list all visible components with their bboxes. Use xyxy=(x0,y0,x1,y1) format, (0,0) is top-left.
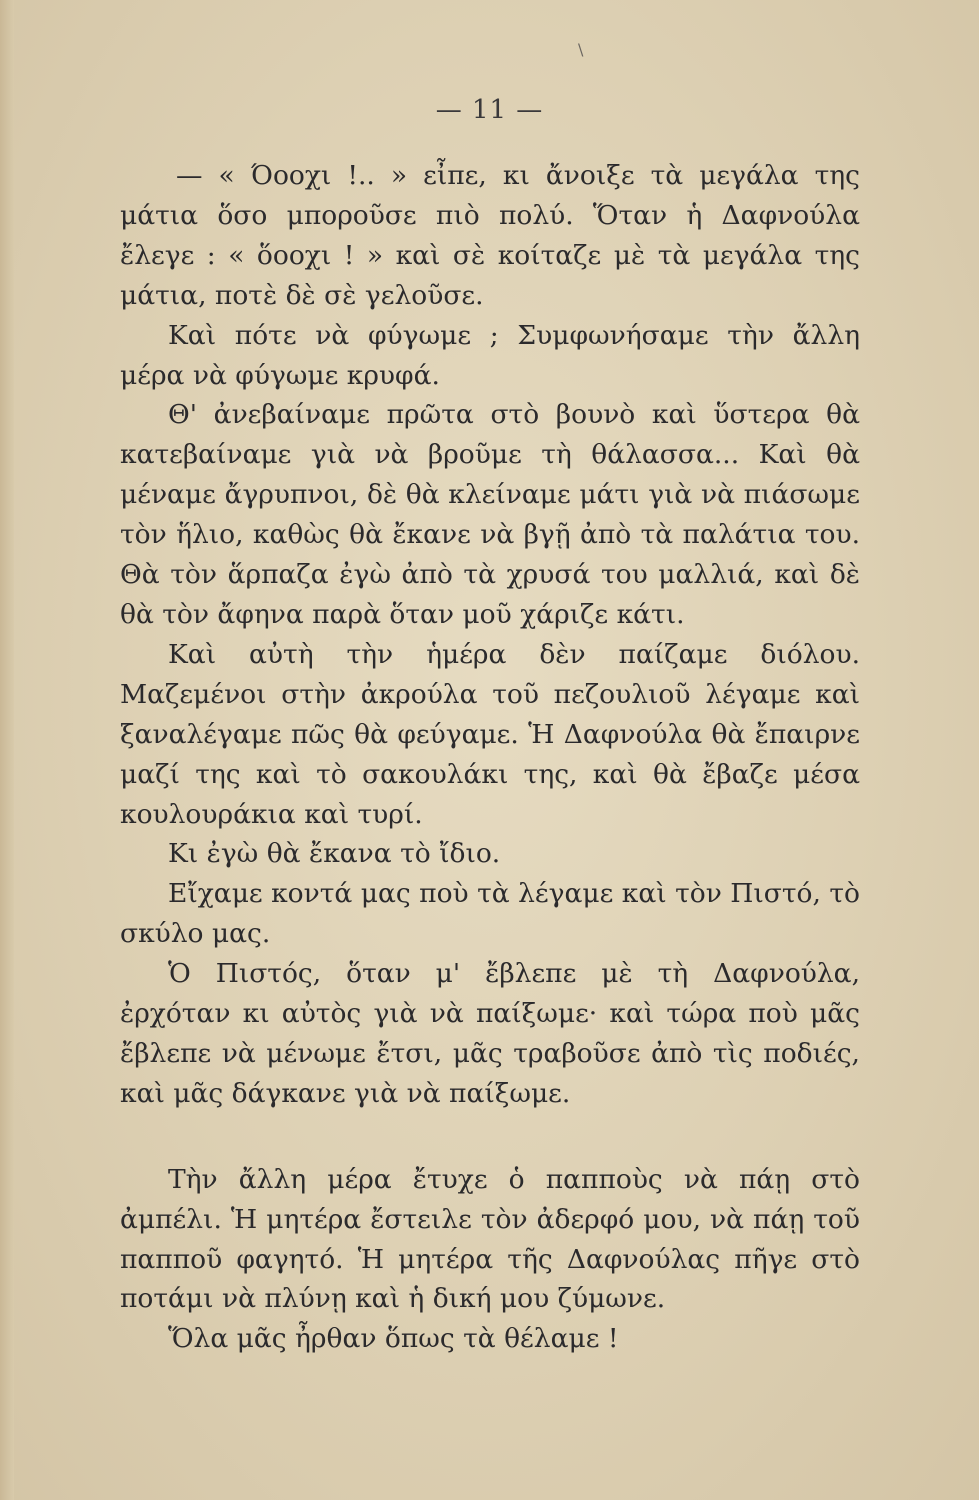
paragraph-6: Εἴχαμε κοντά μας ποὺ τὰ λέγαμε καὶ τὸν Πιστό, τὸ σκύλο μας. xyxy=(120,878,860,950)
paragraph-2: Καὶ πότε νὰ φύγωμε ; Συμφωνήσαμε τὴν ἄλλη μέρα νὰ φύγωμε κρυφά. xyxy=(120,319,860,391)
body-text xyxy=(120,156,860,1359)
page-edge xyxy=(0,0,14,1500)
paragraph-4: Καὶ αὐτὴ τὴν ἡμέρα δὲν παίζαμε διόλου. Μαζεμένοι στὴν ἀκρούλα τοῦ πεζουλιοῦ λέγαμε καὶ ξαναλέγαμε πῶς θὰ φεύγαμε. Ἡ Δαφνούλα θὰ ἔπαιρνε μαζί της καὶ τὸ σακουλάκι της, καὶ θὰ ἔβαζε μέσα κουλουράκια καὶ τυρί. xyxy=(120,638,860,830)
stray-ink-mark: \ xyxy=(578,40,584,59)
paragraph-3: Θ' ἀνεβαίναμε πρῶτα στὸ βουνὸ καὶ ὕστερα θὰ κατεβαίναμε γιὰ νὰ βροῦμε τὴ θάλασσα... Καὶ θὰ μέναμε ἄγρυπνοι, δὲ θὰ κλείναμε μάτι γιὰ νὰ πιάσωμε τὸν ἥλιο, καθὼς θὰ ἔκανε νὰ βγῇ ἀπὸ τὰ παλάτια του. Θὰ τὸν ἅρπαζα ἐγὼ ἀπὸ τὰ χρυσά του μαλλιά, καὶ δὲ θὰ τὸν ἄφηνα παρὰ ὅταν μοῦ χάριζε κάτι. xyxy=(120,399,860,630)
paragraph-1: — « Όοοχι !.. » εἶπε, κι ἄνοιξε τὰ μεγάλα της μάτια ὅσο μποροῦσε πιὸ πολύ. Ὅταν ἡ Δαφνούλα ἔλεγε : « ὅοοχι ! » καὶ σὲ κοίταζε μὲ τὰ μεγάλα της μάτια, ποτὲ δὲ σὲ γελοῦσε. xyxy=(120,160,860,311)
paragraph-5: Κι ἐγὼ θὰ ἔκανα τὸ ἴδιο. xyxy=(168,838,501,870)
paragraph-9: Ὅλα μᾶς ἦρθαν ὅπως τὰ θέλαμε ! xyxy=(168,1323,619,1355)
page-number: — 11 — xyxy=(435,95,544,125)
paragraph-8: Τὴν ἄλλη μέρα ἔτυχε ὁ παπποὺς νὰ πάῃ στὸ ἀμπέλι. Ἡ μητέρα ἔστειλε τὸν ἀδερφό μου, νὰ πάῃ τοῦ παπποῦ φαγητό. Ἡ μητέρα τῆς Δαφνούλας πῆγε στὸ ποτάμι νὰ πλύνῃ καὶ ἡ δική μου ζύμωνε. xyxy=(120,1163,860,1315)
paragraph-7: Ὁ Πιστός, ὅταν μ' ἔβλεπε μὲ τὴ Δαφνούλα, ἐρχόταν κι αὐτὸς γιὰ νὰ παίξωμε· καὶ τώρα ποὺ μᾶς ἔβλεπε νὰ μένωμε ἔτσι, μᾶς τραβοῦσε ἀπὸ τὶς ποδιές, καὶ μᾶς δάγκανε γιὰ νὰ παίξωμε. xyxy=(120,958,860,1109)
